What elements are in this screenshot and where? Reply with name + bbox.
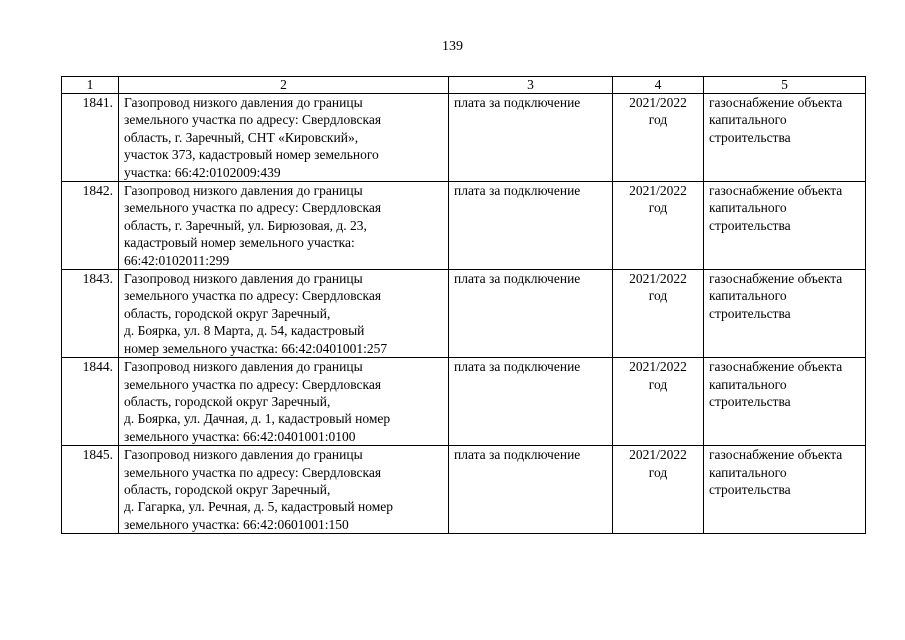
description-line: д. Гагарка, ул. Речная, д. 5, кадастровый номер (124, 499, 393, 515)
column-header-2: 2 (119, 77, 449, 94)
table-body (62, 94, 866, 534)
year-line: год (648, 288, 668, 304)
description-cell (119, 182, 449, 270)
description-line: область, г. Заречный, ул. Бирюзовая, д. 23, (124, 217, 367, 233)
column-header-4: 4 (613, 77, 704, 94)
year-line: 2021/2022 (629, 447, 687, 463)
purpose-line: строительства (709, 217, 791, 233)
year-line: год (648, 200, 668, 216)
description-line: Газопровод низкого давления до границы (124, 271, 363, 287)
year-line: год (648, 464, 668, 480)
description-line: земельного участка по адресу: Свердловская (124, 464, 382, 480)
description-line: область, городской округ Заречный, (124, 481, 331, 497)
description-line: Газопровод низкого давления до границы (124, 95, 363, 110)
year-cell (613, 446, 704, 534)
description-line: Газопровод низкого давления до границы (124, 359, 363, 375)
purpose-line: капитального (709, 288, 787, 304)
purpose-line: капитального (709, 464, 787, 480)
description-line: кадастровый номер земельного участка: (124, 235, 355, 251)
year-line: 2021/2022 (629, 271, 687, 287)
year-cell (613, 94, 704, 182)
purpose-line: газоснабжение объекта (709, 271, 843, 287)
description-line: 66:42:0102011:299 (124, 252, 230, 268)
year-cell (613, 182, 704, 270)
purpose-cell (704, 358, 866, 446)
purpose-line: строительства (709, 129, 791, 145)
header-row (62, 77, 866, 94)
description-cell (119, 358, 449, 446)
year-line: 2021/2022 (629, 183, 687, 199)
payment-cell: плата за подключение (449, 446, 613, 534)
purpose-line: капитального (709, 200, 787, 216)
description-line: д. Боярка, ул. Дачная, д. 1, кадастровый номер (124, 411, 391, 427)
year-cell (613, 270, 704, 358)
purpose-line: строительства (709, 481, 791, 497)
description-line: область, г. Заречный, СНТ «Кировский», (124, 129, 359, 145)
description-line: земельного участка по адресу: Свердловская (124, 112, 382, 128)
description-cell (119, 270, 449, 358)
description-line: земельного участка по адресу: Свердловская (124, 376, 382, 392)
description-line: Газопровод низкого давления до границы (124, 447, 363, 463)
row-number-cell: 1845. (62, 446, 119, 534)
purpose-cell (704, 182, 866, 270)
year-line: год (648, 112, 668, 128)
payment-cell: плата за подключение (449, 182, 613, 270)
year-line: год (648, 376, 668, 392)
description-line: область, городской округ Заречный, (124, 305, 331, 321)
table-row (62, 358, 866, 446)
description-line: земельного участка: 66:42:0401001:0100 (124, 428, 356, 444)
column-header-1: 1 (62, 77, 119, 94)
purpose-cell (704, 446, 866, 534)
description-line: д. Боярка, ул. 8 Марта, д. 54, кадастровый (124, 323, 365, 339)
purpose-line: строительства (709, 305, 791, 321)
row-number-cell: 1844. (62, 358, 119, 446)
row-number-cell: 1842. (62, 182, 119, 270)
data-table (61, 76, 866, 534)
description-line: земельного участка по адресу: Свердловская (124, 200, 382, 216)
table-row (62, 446, 866, 534)
purpose-line: газоснабжение объекта (709, 183, 843, 199)
description-line: номер земельного участка: 66:42:0401001:257 (124, 340, 388, 356)
purpose-line: капитального (709, 112, 787, 128)
table-row (62, 270, 866, 358)
year-line: 2021/2022 (629, 359, 687, 375)
description-line: участок 373, кадастровый номер земельного (124, 147, 379, 163)
column-header-5: 5 (704, 77, 866, 94)
payment-cell: плата за подключение (449, 94, 613, 182)
description-line: земельного участка по адресу: Свердловская (124, 288, 382, 304)
year-line: 2021/2022 (629, 95, 687, 110)
description-line: Газопровод низкого давления до границы (124, 183, 363, 199)
table-row (62, 94, 866, 182)
description-line: участка: 66:42:0102009:439 (124, 164, 281, 180)
payment-cell: плата за подключение (449, 358, 613, 446)
purpose-cell (704, 270, 866, 358)
purpose-cell (704, 94, 866, 182)
row-number-cell: 1841. (62, 94, 119, 182)
description-cell (119, 94, 449, 182)
year-cell (613, 358, 704, 446)
description-cell (119, 446, 449, 534)
column-header-3: 3 (449, 77, 613, 94)
description-line: земельного участка: 66:42:0601001:150 (124, 516, 349, 532)
purpose-line: газоснабжение объекта (709, 95, 843, 110)
purpose-line: газоснабжение объекта (709, 359, 843, 375)
payment-cell: плата за подключение (449, 270, 613, 358)
page-number: 139 (442, 39, 463, 54)
purpose-line: строительства (709, 393, 791, 409)
purpose-line: капитального (709, 376, 787, 392)
purpose-line: газоснабжение объекта (709, 447, 843, 463)
table-row (62, 182, 866, 270)
description-line: область, городской округ Заречный, (124, 393, 331, 409)
row-number-cell: 1843. (62, 270, 119, 358)
